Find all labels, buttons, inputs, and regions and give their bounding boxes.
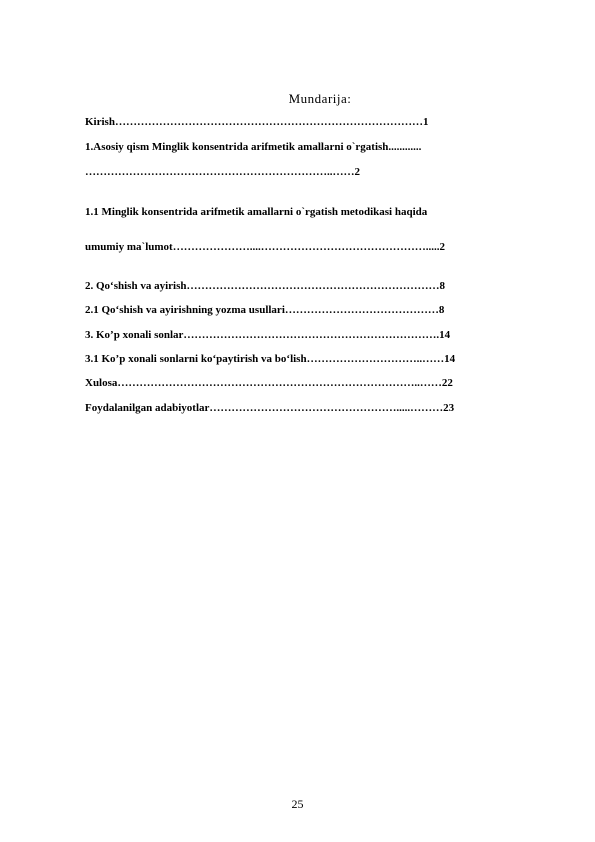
toc-entry-adabiyotlar: Foydalanilgan adabiyotlar…………………………………………….....………23 [85, 402, 455, 414]
toc-entry-1-1-cont: umumiy ma`lumot…………………....……………………………………….....2 [85, 241, 445, 253]
toc-title: Mundarija: [288, 91, 352, 106]
page-number: 25 [291, 797, 304, 811]
toc-entry-asosiy-qism: 1.Asosiy qism Minglik konsentrida arifmetik amallarni o`rgatish............ [85, 141, 422, 153]
toc-entry-kirish: Kirish…………………………………………………………………………1 [85, 116, 429, 128]
toc-entry-3: 3. Ko’p xonali sonlar…………………………………………………………….14 [85, 329, 451, 341]
toc-entry-xulosa: Xulosa………………………………………………………………………..……22 [85, 377, 453, 389]
toc-entry-asosiy-qism-leader: …………………………………………………………..……2 [85, 166, 360, 178]
toc-entry-2: 2. Qo‘shish va ayirish……………………………………………………………8 [85, 280, 445, 292]
toc-entry-3-1: 3.1 Ko’p xonali sonlarni ko‘paytirish va bo‘lish…………………………..……14 [85, 353, 456, 365]
toc-entry-1-1: 1.1 Minglik konsentrida arifmetik amallarni o`rgatish metodikasi haqida [85, 206, 428, 218]
toc-entry-2-1: 2.1 Qo‘shish va ayirishning yozma usullari……………………………………8 [85, 304, 445, 316]
